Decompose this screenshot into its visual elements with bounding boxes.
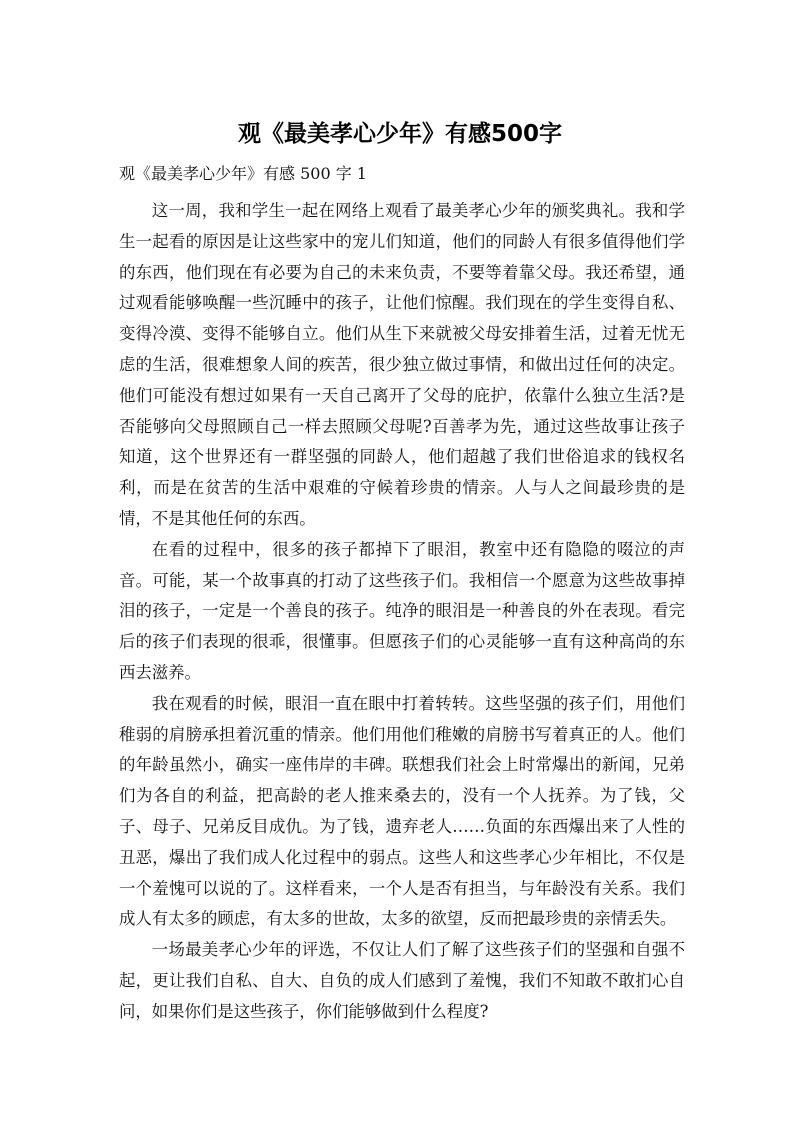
body-paragraph: 一场最美孝心少年的评选，不仅让人们了解了这些孩子们的坚强和自强不起，更让我们自私、自大、自负的成人们感到了羞愧，我们不知敢不敢扪心自问，如果你们是这些孩子，你们能够做到什么程度?: [119, 940, 685, 1021]
document-title: 观《最美孝心少年》有感500字: [237, 121, 562, 147]
document-subtitle: 观《最美孝心少年》有感 500 字 1: [119, 164, 367, 183]
document-body: [119, 196, 685, 1028]
body-paragraph: 在看的过程中，很多的孩子都掉下了眼泪，教室中还有隐隐的啜泣的声音。可能，某一个故事真的打动了这些孩子们。我相信一个愿意为这些故事掉泪的孩子，一定是一个善良的孩子。纯净的眼泪是一种善良的外在表现。看完后的孩子们表现的很乖，很懂事。但愿孩子们的心灵能够一直有这种高尚的东西去滋养。: [119, 539, 685, 682]
body-paragraph: 这一周，我和学生一起在网络上观看了最美孝心少年的颁奖典礼。我和学生一起看的原因是让这些家中的宠儿们知道，他们的同龄人有很多值得他们学的东西，他们现在有必要为自己的未来负责，不要等着靠父母。我还希望，通过观看能够唤醒一些沉睡中的孩子，让他们惊醒。我们现在的学生变得自私、变得冷漠、变得不能够自立。他们从生下来就被父母安排着生活，过着无忧无虑的生活，很难想象人间的疾苦，很少独立做过事情，和做出过任何的决定。他们可能没有想过如果有一天自己离开了父母的庇护，依靠什么独立生活?是否能够向父母照顾自己一样去照顾父母呢?百善孝为先，通过这些故事让孩子知道，这个世界还有一群坚强的同龄人，他们超越了我们世俗追求的钱权名利，而是在贫苦的生活中艰难的守候着珍贵的情亲。人与人之间最珍贵的是情，不是其他任何的东西。: [119, 201, 685, 528]
body-paragraph: 我在观看的时候，眼泪一直在眼中打着转转。这些坚强的孩子们，用他们稚弱的肩膀承担着沉重的情亲。他们用他们稚嫩的肩膀书写着真正的人。他们的年龄虽然小，确实一座伟岸的丰碑。联想我们社会上时常爆出的新闻，兄弟们为各自的利益，把高龄的老人推来桑去的，没有一个人抚养。为了钱，父子、母子、兄弟反目成仇。为了钱，遗弃老人……负面的东西爆出来了人性的丑恶，爆出了我们成人化过程中的弱点。这些人和这些孝心少年相比，不仅是一个羞愧可以说的了。这样看来，一个人是否有担当，与年龄没有关系。我们成人有太多的顾虑，有太多的世故，太多的欲望，反而把最珍贵的亲情丢失。: [119, 693, 685, 929]
